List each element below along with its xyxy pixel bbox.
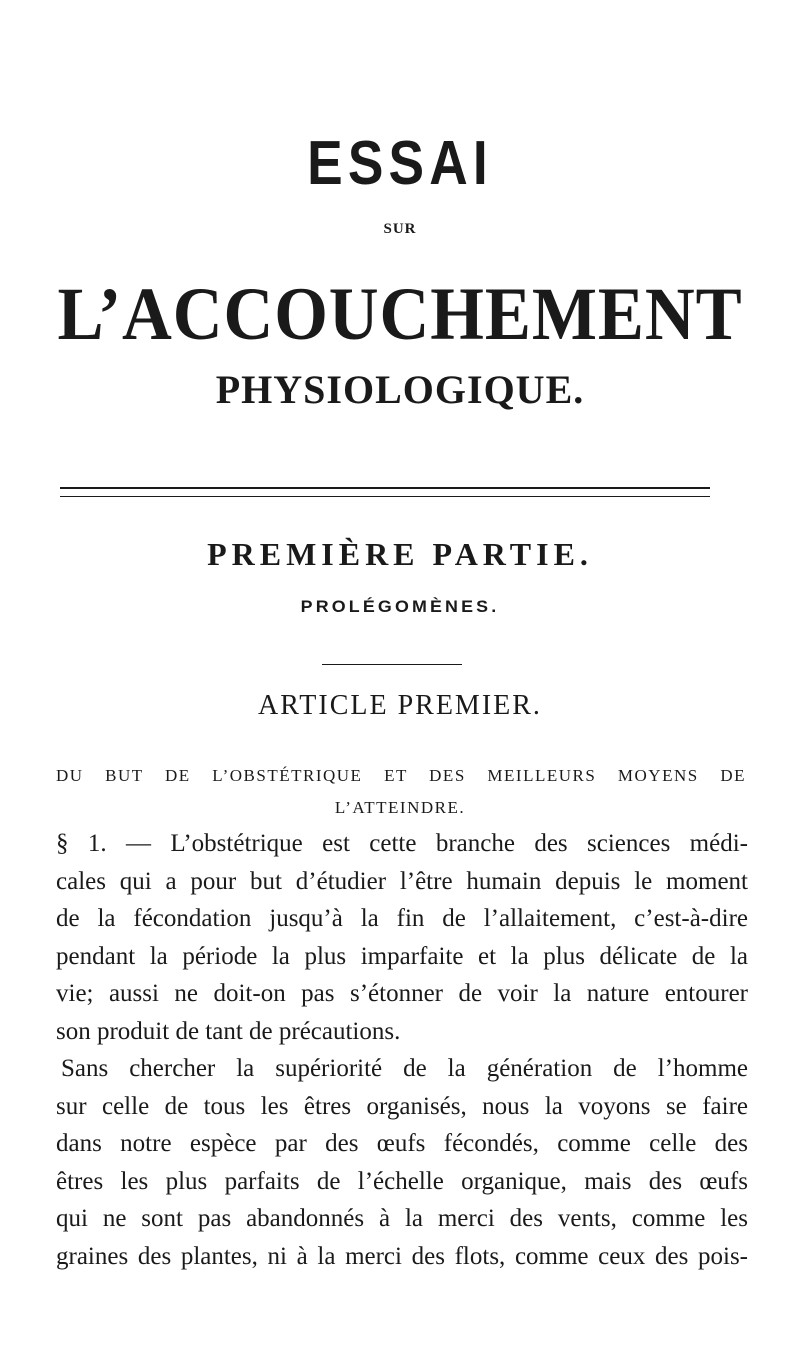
paragraph-2 bbox=[56, 1050, 748, 1275]
section-title: PROLÉGOMÈNES. bbox=[300, 597, 500, 616]
short-rule-divider bbox=[322, 664, 462, 665]
article-title: ARTICLE PREMIER. bbox=[258, 690, 542, 721]
part-title: PREMIÈRE PARTIE. bbox=[207, 536, 593, 572]
text-line: dans notre espèce par des œufs fécondés, comme celle des bbox=[56, 1130, 748, 1157]
paragraph-1 bbox=[56, 825, 748, 1050]
article-subtitle-line-2: L’ATTEINDRE. bbox=[334, 798, 466, 817]
title-subtitle: PHYSIOLOGIQUE. bbox=[215, 367, 585, 412]
text-line: pendant la période la plus imparfaite et la plus délicate de la bbox=[56, 942, 748, 970]
double-rule-divider bbox=[60, 487, 710, 497]
text-line: êtres les plus parfaits de l’échelle organique, mais des œufs bbox=[56, 1167, 748, 1195]
article-subtitle-line-1: DU BUT DE L’OBSTÉTRIQUE ET DES MEILLEURS MOYENS DE bbox=[56, 766, 746, 785]
text-line: cales qui a pour but d’étudier l’être humain depuis le moment bbox=[56, 867, 748, 895]
text-line: sur celle de tous les êtres organisés, nous la voyons se faire bbox=[56, 1092, 748, 1120]
text-line: graines des plantes, ni à la merci des flots, comme ceux des pois- bbox=[56, 1242, 748, 1270]
text-line: qui ne sont pas abandonnés à la merci des vents, comme les bbox=[56, 1205, 748, 1232]
text-line: Sans chercher la supériorité de la génération de l’homme bbox=[61, 1055, 748, 1082]
text-line: § 1. — L’obstétrique est cette branche des sciences médi- bbox=[56, 830, 748, 857]
text-line: son produit de tant de précautions. bbox=[56, 1017, 401, 1045]
title-essai: ESSAI bbox=[307, 129, 493, 198]
main-title: L’ACCOUCHEMENT bbox=[57, 273, 743, 356]
text-line: vie; aussi ne doit-on pas s’étonner de voir la nature entourer bbox=[56, 980, 748, 1007]
text-line: de la fécondation jusqu’à la fin de l’allaitement, c’est-à-dire bbox=[56, 905, 748, 932]
title-sur: SUR bbox=[383, 221, 417, 237]
